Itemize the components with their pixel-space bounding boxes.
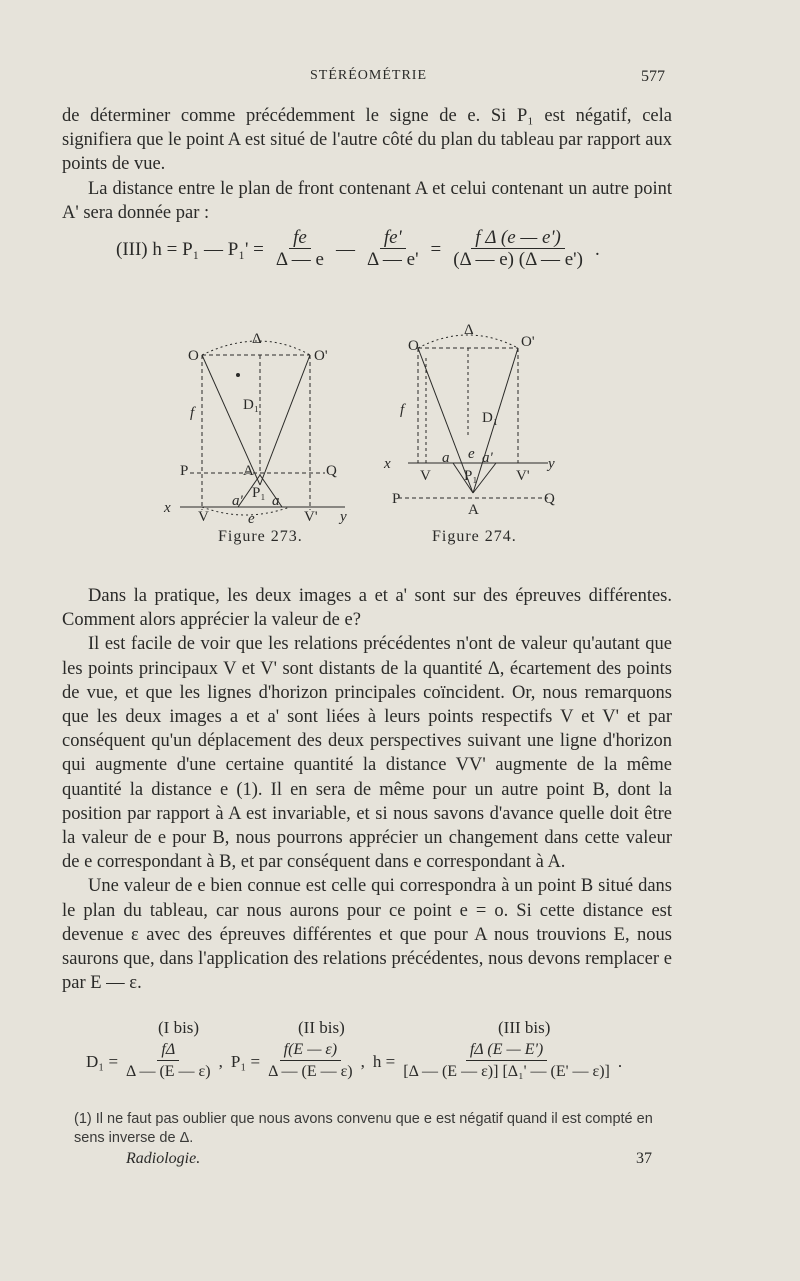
label-o-prime: O' — [314, 348, 328, 364]
figure-273 — [160, 325, 360, 525]
label-a-prime: a' — [232, 493, 243, 509]
equation-label: (I bis) — [158, 1018, 200, 1037]
equation-label: (III bis) — [498, 1018, 551, 1037]
label-y: y — [340, 509, 347, 525]
paragraph: Une valeur de e bien connue est celle qui correspondra à un point B situé dans le plan du tableau, car nous aurons pour ce point e = o. Si cette distance est devenue ε avec des épreuves différentes et que pour A nous trouvions E, nous saurons que, dans l'application des relations précédentes, nous devons remplacer e par E — ε. — [62, 876, 672, 994]
label-x: x — [164, 500, 171, 516]
label-v: V — [420, 468, 431, 484]
label-y: y — [548, 456, 555, 472]
label-o: O — [188, 348, 199, 364]
equation-labels — [60, 1018, 680, 1038]
paragraph-block-2 — [62, 584, 672, 995]
label-e: e — [248, 511, 255, 525]
footnote: (1) Il ne faut pas oublier que nous avons convenu que e est négatif quand il est compté en sens inverse de Δ. — [74, 1111, 653, 1146]
label-v-prime: V' — [304, 509, 318, 525]
label-o-prime: O' — [521, 334, 535, 350]
label-d1: D₁ — [243, 397, 260, 413]
label-v: V — [198, 509, 209, 525]
label-p: P — [392, 491, 401, 507]
fraction: $\frac{fe'}{\Delta — e'}$ — [366, 227, 419, 270]
figure-274 — [378, 318, 568, 518]
label-a-prime: a' — [482, 450, 493, 466]
label-a: a — [272, 493, 280, 509]
paragraph: Dans la pratique, les deux images a et a' sont sur des épreuves différentes. Comment alors apprécier la valeur de e? — [62, 586, 672, 631]
label-p1: P₁ — [464, 468, 478, 484]
label-q: Q — [326, 463, 337, 479]
fraction: $\frac{\text{f Δ (e — e')}}{(\Delta — e) (\Delta — e')}$ — [453, 227, 583, 270]
footer-right: 37 — [636, 1150, 652, 1167]
label-delta: Δ — [464, 322, 474, 338]
label-v-prime: V' — [516, 468, 530, 484]
figure-caption: Figure 273. — [218, 528, 303, 545]
page-number: 577 — [641, 68, 665, 85]
paragraph-block-1 — [62, 104, 672, 225]
fraction: $\frac{f(E — \varepsilon)}{\Delta — (E — \varepsilon)}$ — [268, 1041, 353, 1080]
label-a: a — [442, 450, 450, 466]
page-header — [0, 68, 800, 90]
equation-label: (II bis) — [298, 1018, 345, 1037]
label-p1: P₁ — [252, 485, 266, 501]
label-f: f — [190, 405, 195, 421]
footer-left: Radiologie. — [126, 1150, 201, 1167]
label-d1: D₁ — [482, 410, 499, 426]
label-f: f — [400, 402, 405, 418]
label-p: P — [180, 463, 189, 479]
label-q: Q — [544, 491, 555, 507]
paragraph: La distance entre le plan de front contenant A et celui contenant un autre point A' sera donnée par : — [62, 178, 672, 223]
fraction: $\frac{f\Delta}{\Delta — (E — \varepsilon)}$ — [126, 1041, 211, 1080]
figure-caption: Figure 274. — [432, 528, 517, 545]
label-a-cap: A — [468, 502, 479, 518]
equations-bis: D₁ = $\frac{f\Delta}{\Delta — (E — \varepsilon)}$ , P₁ = $\frac{f(E — \varepsilon)}{\Delta — (E — \varepsilon)}$ , h = $\frac{f\Delta (E — E')}{\text{[Δ — (E — ε)] [Δ₁' — (E' — ε)]}}$ . — [86, 1040, 622, 1083]
equation-iii: (III) h = P₁ — P₁' = $\frac{fe}{\Delta — e}$ — $\frac{fe'}{\Delta — e'}$ = $\frac{\text{f Δ (e — e')}}{(\Delta — e) (\Delta — e')}$ . — [116, 227, 600, 270]
paragraph: de déterminer comme précédemment le signe de e. Si P₁ est négatif, cela signifiera que le point A est situé de l'autre côté du plan du tableau par rapport aux points de vue. — [62, 106, 672, 175]
label-e: e — [468, 446, 475, 462]
running-title: STÉRÉOMÉTRIE — [310, 68, 427, 83]
paragraph: Il est facile de voir que les relations précédentes n'ont de valeur qu'autant que les points principaux V et V' sont distants de la quantité Δ, écartement des points de vue, et que les lignes d'horizon principales coïncident. Or, nous remarquons que les deux images a et a' sont liées à leurs points respectifs V et V' et par conséquent qu'un déplacement des deux perspectives suivant une ligne d'horizon qui augmente d'une certaine quantité la distance VV' augmente de la même quantité la distance e (1). Il en sera de même pour un autre point B, dont la position par rapport à A est invariable, et si nous savons d'avance quelle doit être la valeur de e pour B, nous pourrons apprécier un changement dans cette valeur de e correspondant à B, et par conséquent dans e correspondant à A. — [62, 634, 672, 873]
label-o: O — [408, 338, 419, 354]
label-a-cap: A — [243, 463, 254, 479]
label-delta: Δ — [252, 331, 262, 347]
fraction: $\frac{f\Delta (E — E')}{\text{[Δ — (E — ε)] [Δ₁' — (E' — ε)]}}$ — [403, 1041, 610, 1080]
equation-lhs: (III) h = P₁ — P₁' = — [116, 238, 264, 260]
fraction: $\frac{fe}{\Delta — e}$ — [275, 227, 324, 270]
label-x: x — [384, 456, 391, 472]
